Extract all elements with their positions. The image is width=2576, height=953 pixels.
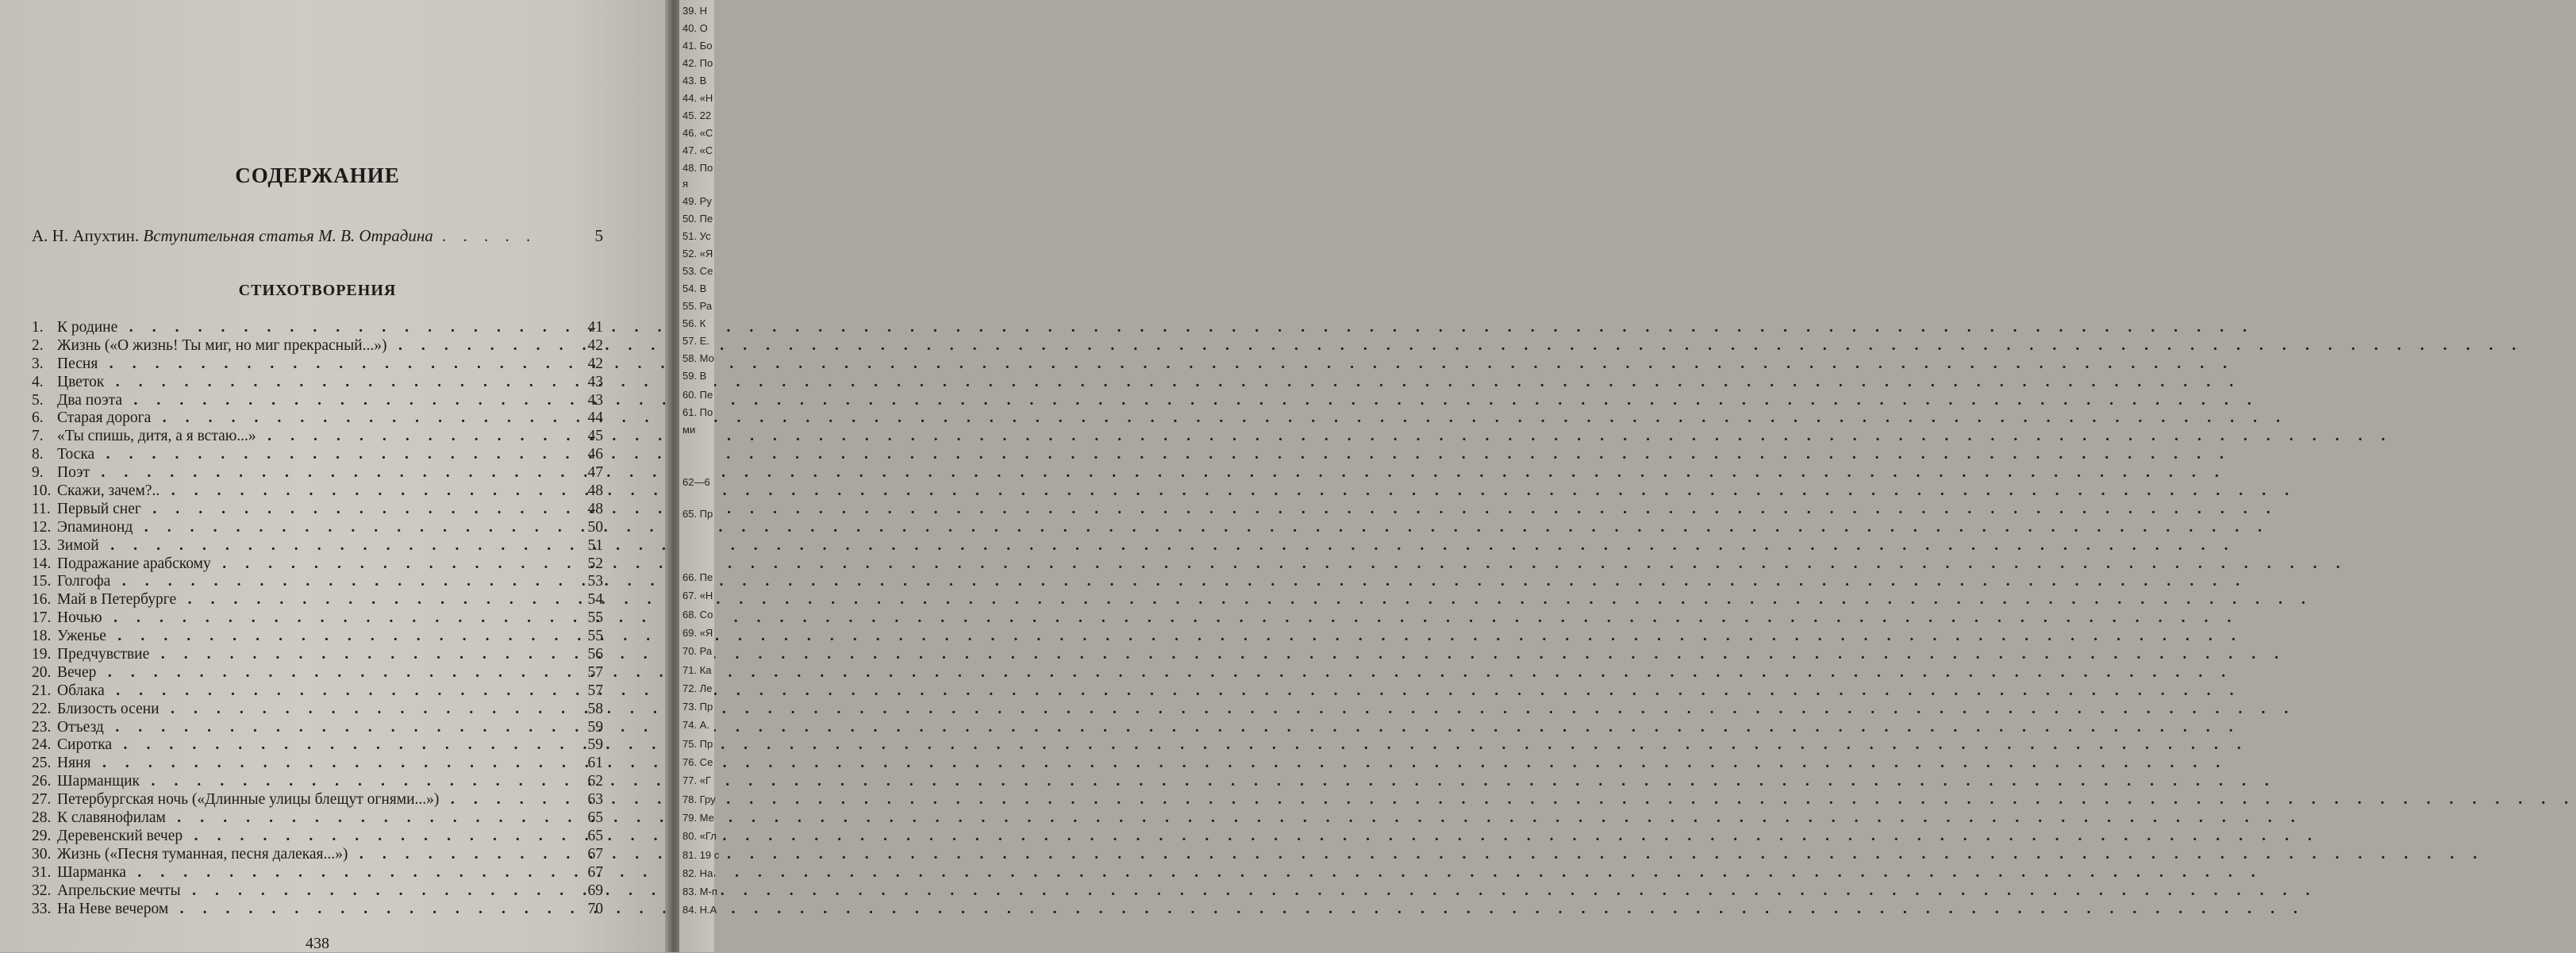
entry-page: 41 [587, 319, 603, 336]
entry-title: Предчувствие . . . [57, 646, 562, 664]
facing-page-fragment: 83. М-п [682, 886, 717, 898]
facing-page-fragment: 69. «Я [682, 626, 713, 639]
facing-page-fragment: 73. Пр [682, 701, 713, 713]
facing-page-fragment: 65. Пр [682, 508, 713, 520]
entry-page: 43 [587, 391, 603, 409]
entry-title: Старая дорога . . . [57, 409, 562, 428]
toc-entry [32, 846, 603, 864]
entry-page: 62 [587, 773, 603, 790]
entry-number: 20. [32, 663, 52, 681]
entry-page: 51 [587, 536, 603, 554]
toc-entry [32, 519, 603, 537]
entry-page: 65 [587, 827, 603, 844]
facing-page-fragment: 78. Гру [682, 793, 716, 805]
facing-page-fragment: 82. На [682, 867, 713, 879]
entry-number: 6. [32, 409, 44, 427]
entry-number: 13. [32, 536, 52, 554]
facing-page-fragment: 50. Пе [682, 213, 713, 225]
entry-page: 63 [587, 791, 603, 809]
entry-number: 10. [32, 482, 52, 500]
toc-entry [32, 828, 603, 846]
entry-number: 18. [32, 628, 52, 645]
entry-title: К родине . . . [57, 319, 562, 337]
entry-page: 57 [587, 682, 603, 699]
entry-title: Няня . . . [57, 755, 562, 773]
entry-number: 3. [32, 355, 44, 372]
entry-title: К славянофилам . . . [57, 809, 562, 828]
entry-number: 26. [32, 773, 52, 790]
toc-entry [32, 736, 603, 755]
entry-title: Жизнь («О жизнь! Ты миг, но миг прекрасный...») . . . [57, 337, 562, 355]
toc-entry [32, 664, 603, 682]
entry-number: 28. [32, 809, 52, 827]
entry-page: 43 [587, 373, 603, 390]
facing-page-fragment: 55. Ра [682, 300, 713, 312]
facing-page-fragment: 67. «Н [682, 590, 713, 602]
entry-title: Петербургская ночь («Длинные улицы блещут огнями...») . . . [57, 791, 562, 809]
entry-number: 2. [32, 336, 44, 354]
entry-title: Первый снег . . . [57, 501, 562, 519]
entry-page: 65 [587, 809, 603, 827]
facing-page-fragment: 84. Н.А [682, 904, 717, 916]
facing-page-fragment: ми [682, 424, 696, 436]
intro-entry [32, 226, 603, 250]
facing-page-fragment: 70. Ра [682, 645, 713, 658]
page-title: СОДЕРЖАНИЕ [235, 163, 400, 187]
entry-page: 55 [587, 609, 603, 627]
facing-page-fragment: 72. Ле [682, 682, 713, 694]
facing-page-fragment: 47. «С [682, 144, 713, 156]
entry-title: Голгофа . . . [57, 573, 562, 591]
entry-page: 44 [587, 409, 603, 427]
entry-number: 32. [32, 882, 52, 899]
facing-page-fragment: 44. «Н [682, 92, 713, 104]
entry-page: 58 [587, 700, 603, 717]
toc-entry [32, 464, 603, 482]
entry-page: 48 [587, 482, 603, 500]
toc-entry [32, 755, 603, 773]
book-page [0, 0, 671, 952]
entry-number: 30. [32, 845, 52, 863]
entry-page: 69 [587, 882, 603, 899]
entry-page: 42 [587, 355, 603, 372]
entry-number: 14. [32, 555, 52, 572]
toc-entry [32, 701, 603, 719]
entry-page: 45 [587, 428, 603, 445]
entry-number: 21. [32, 682, 52, 699]
leader-dots: . . . . . [442, 226, 537, 245]
entry-page: 53 [587, 573, 603, 590]
entry-page: 56 [587, 646, 603, 663]
entry-title: «Ты спишь, дитя, а я встаю...» . . . [57, 428, 562, 446]
toc-entry [32, 392, 603, 410]
entry-page: 59 [587, 718, 603, 736]
toc-entry [32, 628, 603, 646]
entry-page: 59 [587, 736, 603, 754]
toc-entry [32, 773, 603, 791]
facing-page-fragment: 49. Ру [682, 195, 712, 207]
entry-title: Облака . . . [57, 682, 562, 701]
facing-page-fragment: 53. Се [682, 265, 713, 277]
toc-entry [32, 555, 603, 574]
toc-entry [32, 609, 603, 628]
facing-page-fragment: 54. В [682, 282, 707, 294]
entry-title: Жизнь («Песня туманная, песня далекая...») . . . [57, 846, 562, 864]
entry-title: Тоска . . . [57, 446, 562, 464]
entry-title: Ночью . . . [57, 609, 562, 628]
entry-page: 70 [587, 900, 603, 917]
entry-title: Два поэта . . . [57, 392, 562, 410]
entry-page: 48 [587, 500, 603, 517]
entry-title: Отъезд . . . [57, 719, 562, 737]
facing-page-fragment: 75. Пр [682, 737, 713, 750]
entry-page: 52 [587, 555, 603, 572]
facing-page-fragment: 68. Со [682, 608, 713, 621]
entry-number: 27. [32, 791, 52, 809]
entry-page: 50 [587, 518, 603, 536]
entry-number: 25. [32, 755, 52, 772]
facing-page-fragment: 48. По [682, 162, 713, 174]
entry-title: Зимой . . . [57, 537, 562, 555]
facing-page-fragment: 60. Пе [682, 389, 713, 401]
entry-page: 57 [587, 663, 603, 681]
toc-entry [32, 791, 603, 809]
entry-page: 55 [587, 628, 603, 645]
entry-title: Скажи, зачем?.. . . . [57, 482, 562, 501]
facing-page-fragment: 43. В [682, 75, 707, 86]
entry-title: Шарманщик . . . [57, 773, 562, 791]
entry-number: 33. [32, 900, 52, 917]
entry-number: 4. [32, 373, 44, 390]
toc-list [32, 319, 603, 918]
intro-work: Вступительная статья М. В. Отрадина [143, 226, 433, 245]
facing-page-fragment: 51. Ус [682, 230, 711, 242]
entry-number: 29. [32, 827, 52, 844]
intro-page-number: 5 [594, 226, 603, 245]
toc-entry [32, 537, 603, 555]
entry-title: На Неве вечером . . . [57, 901, 562, 919]
toc-entry [32, 864, 603, 882]
toc-entry [32, 428, 603, 446]
entry-page: 54 [587, 591, 603, 609]
section-heading: СТИХОТВОРЕНИЯ [238, 282, 397, 299]
toc-entry [32, 591, 603, 609]
facing-page-fragment: 41. Бо [682, 40, 713, 52]
facing-page-fragment: 57. Е. [682, 335, 709, 347]
entry-number: 7. [32, 428, 44, 445]
entry-page: 46 [587, 446, 603, 463]
entry-number: 8. [32, 446, 44, 463]
entry-number: 22. [32, 700, 52, 717]
entry-page: 61 [587, 755, 603, 772]
facing-page-fragment: 71. Ка [682, 663, 712, 676]
toc-entry [32, 682, 603, 701]
toc-entry [32, 409, 603, 428]
toc-entry [32, 719, 603, 737]
facing-page-fragment: 76. Се [682, 756, 713, 768]
entry-number: 31. [32, 863, 52, 881]
facing-page-fragment: 58. Мо [682, 352, 714, 364]
entry-number: 24. [32, 736, 52, 754]
entry-title: Близость осени . . . [57, 701, 562, 719]
toc-entry [32, 901, 603, 919]
facing-page-fragment: 61. По [682, 406, 713, 418]
entry-page: 67 [587, 863, 603, 881]
entry-page: 47 [587, 464, 603, 482]
entry-number: 15. [32, 573, 52, 590]
entry-title: Вечер . . . [57, 664, 562, 682]
toc-entry [32, 355, 603, 374]
entry-number: 23. [32, 718, 52, 736]
toc-entry [32, 319, 603, 337]
entry-number: 16. [32, 591, 52, 609]
entry-number: 12. [32, 518, 52, 536]
facing-page-fragment: 79. Ме [682, 811, 714, 824]
entry-page: 42 [587, 336, 603, 354]
toc-entry [32, 374, 603, 392]
facing-page-fragment: 66. Пе [682, 571, 713, 583]
toc-entry [32, 337, 603, 355]
facing-page-fragment: 77. «Г [682, 774, 711, 787]
facing-page-fragment: 46. «С [682, 127, 713, 139]
toc-entry [32, 646, 603, 664]
entry-number: 19. [32, 646, 52, 663]
entry-page: 67 [587, 845, 603, 863]
entry-number: 11. [32, 500, 51, 517]
facing-page-fragment: 80. «Гл [682, 830, 717, 843]
toc-entry [32, 482, 603, 501]
toc-entry [32, 809, 603, 828]
entry-number: 5. [32, 391, 44, 409]
facing-page-fragment: 42. По [682, 57, 713, 69]
entry-number: 17. [32, 609, 52, 627]
toc-entry [32, 573, 603, 591]
toc-entry [32, 446, 603, 464]
facing-page-fragment: 81. 19 с [682, 848, 720, 861]
facing-page-fragment: 74. А. [682, 719, 709, 732]
facing-page-fragment: 45. 22 [682, 110, 712, 121]
toc-entry [32, 501, 603, 519]
entry-number: 1. [32, 319, 44, 336]
facing-page-fragment: 56. К [682, 317, 706, 329]
facing-page-fragment: я [682, 178, 689, 190]
facing-page-fragment: 62—6 [682, 476, 710, 488]
entry-title: Подражание арабскому . . . [57, 555, 562, 574]
entry-title: Сиротка . . . [57, 736, 562, 755]
entry-title: Деревенский вечер . . . [57, 828, 562, 846]
entry-title: Песня . . . [57, 355, 562, 374]
entry-title: Поэт . . . [57, 464, 562, 482]
entry-title: Апрельские мечты . . . [57, 882, 562, 901]
entry-number: 9. [32, 464, 44, 482]
page-number: 438 [306, 935, 329, 952]
intro-author: А. Н. Апухтин. [32, 226, 140, 245]
facing-page-fragment: 59. В [682, 370, 707, 382]
facing-page-fragment: 40. О [682, 22, 708, 34]
entry-title: Шарманка . . . [57, 864, 562, 882]
entry-title: Эпаминонд . . . [57, 519, 562, 537]
entry-title: Цветок . . . [57, 374, 562, 392]
entry-title: Уженье . . . [57, 628, 562, 646]
facing-page-fragment: 52. «Я [682, 248, 713, 259]
entry-title: Май в Петербурге . . . [57, 591, 562, 609]
toc-entry [32, 882, 603, 901]
facing-page-fragment: 39. Н [682, 5, 708, 17]
